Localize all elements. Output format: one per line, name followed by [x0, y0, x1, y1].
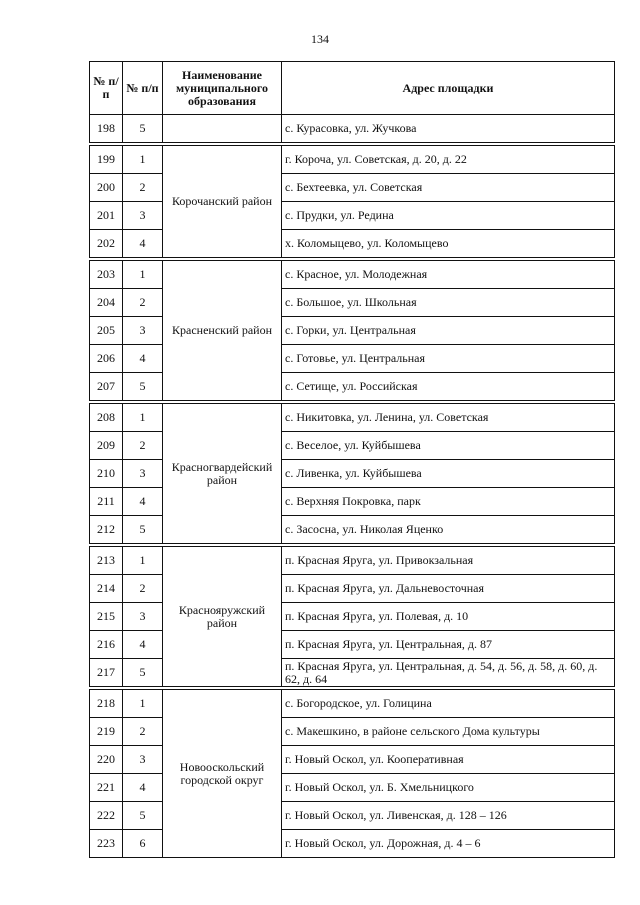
- local-number-cell: 4: [123, 631, 163, 659]
- local-number-cell: 2: [123, 289, 163, 317]
- address-cell: с. Бехтеевка, ул. Советская: [282, 174, 615, 202]
- global-number-cell: 201: [90, 202, 123, 230]
- local-number-cell: 3: [123, 202, 163, 230]
- local-number-cell: 5: [123, 659, 163, 687]
- address-cell: х. Коломыцево, ул. Коломыцево: [282, 230, 615, 258]
- header-global-number: № п/п: [90, 62, 123, 115]
- header-row: [90, 62, 615, 115]
- table-row: [90, 115, 615, 143]
- address-cell: п. Красная Яруга, ул. Полевая, д. 10: [282, 603, 615, 631]
- global-number-cell: 198: [90, 115, 123, 143]
- local-number-cell: 3: [123, 746, 163, 774]
- global-number-cell: 212: [90, 516, 123, 544]
- address-cell: с. Ливенка, ул. Куйбышева: [282, 460, 615, 488]
- table-header: [90, 62, 615, 115]
- global-number-cell: 220: [90, 746, 123, 774]
- global-number-cell: 206: [90, 345, 123, 373]
- global-number-cell: 217: [90, 659, 123, 687]
- table-row: [90, 261, 615, 289]
- address-cell: п. Красная Яруга, ул. Привокзальная: [282, 547, 615, 575]
- address-cell: г. Новый Оскол, ул. Б. Хмельницкого: [282, 774, 615, 802]
- address-cell: п. Красная Яруга, ул. Дальневосточная: [282, 575, 615, 603]
- address-cell: с. Горки, ул. Центральная: [282, 317, 615, 345]
- global-number-cell: 219: [90, 718, 123, 746]
- address-cell: г. Новый Оскол, ул. Дорожная, д. 4 – 6: [282, 830, 615, 858]
- header-address: Адрес площадки: [282, 62, 615, 115]
- table-row: [90, 547, 615, 575]
- local-number-cell: 1: [123, 404, 163, 432]
- municipality-cell: Красненский район: [163, 261, 282, 401]
- table-row: [90, 146, 615, 174]
- address-cell: с. Готовье, ул. Центральная: [282, 345, 615, 373]
- address-cell: с. Верхняя Покровка, парк: [282, 488, 615, 516]
- local-number-cell: 2: [123, 575, 163, 603]
- global-number-cell: 209: [90, 432, 123, 460]
- global-number-cell: 221: [90, 774, 123, 802]
- global-number-cell: 223: [90, 830, 123, 858]
- local-number-cell: 5: [123, 802, 163, 830]
- global-number-cell: 200: [90, 174, 123, 202]
- address-cell: п. Красная Яруга, ул. Центральная, д. 87: [282, 631, 615, 659]
- address-cell: с. Макешкино, в районе сельского Дома культуры: [282, 718, 615, 746]
- global-number-cell: 218: [90, 690, 123, 718]
- municipality-cell: Краснояружский район: [163, 547, 282, 687]
- address-cell: с. Богородское, ул. Голицина: [282, 690, 615, 718]
- local-number-cell: 3: [123, 603, 163, 631]
- local-number-cell: 1: [123, 146, 163, 174]
- global-number-cell: 216: [90, 631, 123, 659]
- local-number-cell: 5: [123, 516, 163, 544]
- local-number-cell: 4: [123, 774, 163, 802]
- address-cell: с. Засосна, ул. Николая Яценко: [282, 516, 615, 544]
- address-cell: г. Короча, ул. Советская, д. 20, д. 22: [282, 146, 615, 174]
- global-number-cell: 205: [90, 317, 123, 345]
- address-cell: с. Прудки, ул. Редина: [282, 202, 615, 230]
- global-number-cell: 204: [90, 289, 123, 317]
- global-number-cell: 207: [90, 373, 123, 401]
- address-cell: п. Красная Яруга, ул. Центральная, д. 54, д. 56, д. 58, д. 60, д. 62, д. 64: [282, 659, 615, 687]
- global-number-cell: 202: [90, 230, 123, 258]
- local-number-cell: 1: [123, 261, 163, 289]
- page-number: 134: [311, 32, 329, 46]
- local-number-cell: 1: [123, 547, 163, 575]
- municipality-cell: Красногвардейский район: [163, 404, 282, 544]
- address-cell: с. Большое, ул. Школьная: [282, 289, 615, 317]
- address-cell: г. Новый Оскол, ул. Кооперативная: [282, 746, 615, 774]
- address-cell: с. Никитовка, ул. Ленина, ул. Советская: [282, 404, 615, 432]
- local-number-cell: 6: [123, 830, 163, 858]
- global-number-cell: 222: [90, 802, 123, 830]
- local-number-cell: 2: [123, 718, 163, 746]
- global-number-cell: 215: [90, 603, 123, 631]
- header-municipality: Наименование муниципального образования: [163, 62, 282, 115]
- table-row: [90, 404, 615, 432]
- sites-table: [89, 61, 615, 858]
- address-cell: г. Новый Оскол, ул. Ливенская, д. 128 – 126: [282, 802, 615, 830]
- local-number-cell: 1: [123, 690, 163, 718]
- table-row: [90, 690, 615, 718]
- local-number-cell: 2: [123, 174, 163, 202]
- address-cell: с. Красное, ул. Молодежная: [282, 261, 615, 289]
- municipality-cell: Корочанский район: [163, 146, 282, 258]
- local-number-cell: 4: [123, 345, 163, 373]
- global-number-cell: 213: [90, 547, 123, 575]
- global-number-cell: 199: [90, 146, 123, 174]
- local-number-cell: 5: [123, 373, 163, 401]
- header-local-number: № п/п: [123, 62, 163, 115]
- local-number-cell: 3: [123, 460, 163, 488]
- municipality-cell: [163, 115, 282, 143]
- global-number-cell: 210: [90, 460, 123, 488]
- table-body: [90, 115, 615, 858]
- address-cell: с. Веселое, ул. Куйбышева: [282, 432, 615, 460]
- local-number-cell: 4: [123, 488, 163, 516]
- global-number-cell: 208: [90, 404, 123, 432]
- global-number-cell: 214: [90, 575, 123, 603]
- local-number-cell: 3: [123, 317, 163, 345]
- municipality-cell: Новооскольский городской округ: [163, 690, 282, 858]
- address-cell: с. Сетище, ул. Российская: [282, 373, 615, 401]
- local-number-cell: 2: [123, 432, 163, 460]
- address-cell: с. Курасовка, ул. Жучкова: [282, 115, 615, 143]
- global-number-cell: 203: [90, 261, 123, 289]
- global-number-cell: 211: [90, 488, 123, 516]
- local-number-cell: 4: [123, 230, 163, 258]
- local-number-cell: 5: [123, 115, 163, 143]
